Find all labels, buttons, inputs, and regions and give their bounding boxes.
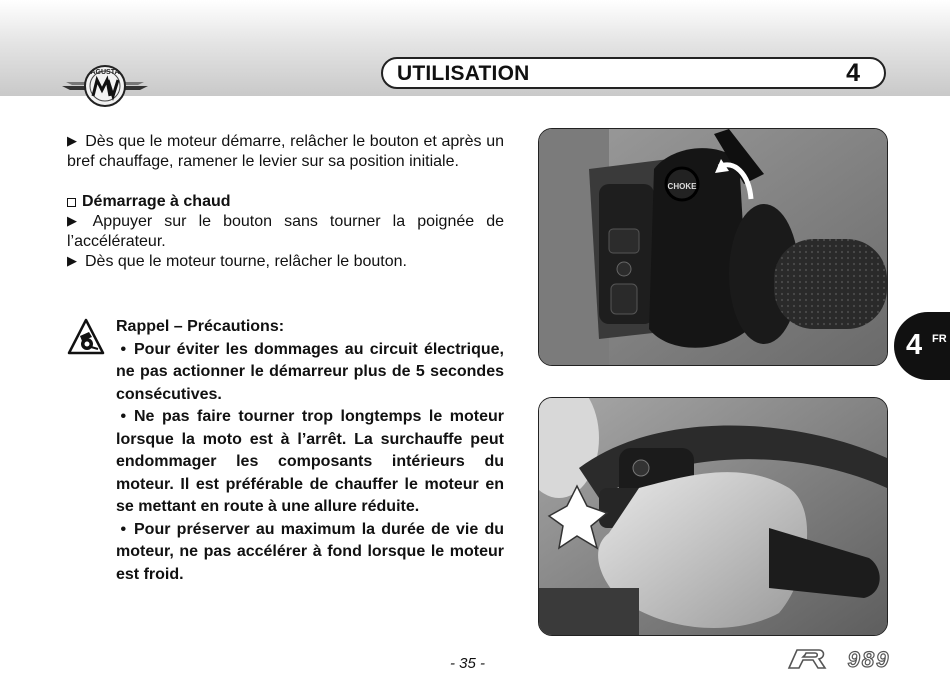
play-arrow-icon: ▶ xyxy=(67,133,78,148)
photo-start-illustration xyxy=(539,398,887,635)
play-arrow-icon: ▶ xyxy=(67,213,85,228)
section-number: 4 xyxy=(846,59,860,87)
chapter-number: 4 xyxy=(906,329,923,361)
photo-choke-illustration xyxy=(539,129,887,365)
photo-choke-lever xyxy=(538,128,888,366)
photo-start-button xyxy=(538,397,888,636)
svg-text:AGUSTA: AGUSTA xyxy=(90,69,120,76)
warning-text xyxy=(116,316,504,586)
chapter-side-tab xyxy=(894,312,950,380)
page-number: - 35 - xyxy=(450,655,486,672)
warning-item: • Pour préserver au maximum la durée de vie du moteur, ne pas accélérer à fond lorsque le moteur est froid. xyxy=(116,520,504,583)
mv-agusta-logo xyxy=(60,52,150,122)
subheading: Démarrage à chaud xyxy=(67,192,504,212)
warning-triangle-icon xyxy=(67,318,105,356)
warning-item: • Pour éviter les dommages au circuit électrique, ne pas actionner le démarreur plus de 5 secondes consécutives. xyxy=(116,340,504,403)
section-header xyxy=(381,57,886,89)
section-title: UTILISATION xyxy=(397,62,530,85)
choke-label: CHOKE xyxy=(667,182,697,191)
svg-text:989: 989 xyxy=(847,647,891,672)
checkbox-icon xyxy=(67,198,76,207)
warning-item: • Ne pas faire tourner trop longtemps le moteur lorsque la moto est à l’arrêt. La surchauffe peut endommager les composants intérieurs du moteur. Il est préférable de chauffer le moteur en se mettant en route à une allure réduite. xyxy=(116,408,504,515)
warning-title: Rappel – Précautions: xyxy=(116,318,285,335)
language-code: FR xyxy=(932,333,947,345)
instructions-column xyxy=(67,132,504,272)
step-paragraph: ▶ Appuyer sur le bouton sans tourner la poignée de l’accélérateur. xyxy=(67,213,505,250)
step-paragraph: ▶ Dès que le moteur démarre, relâcher le bouton et après un bref chauffage, ramener le levier sur sa position initiale. xyxy=(67,133,504,170)
step-paragraph: ▶ Dès que le moteur tourne, relâcher le bouton. xyxy=(67,253,407,270)
play-arrow-icon: ▶ xyxy=(67,253,77,268)
r989-logo xyxy=(785,646,920,672)
